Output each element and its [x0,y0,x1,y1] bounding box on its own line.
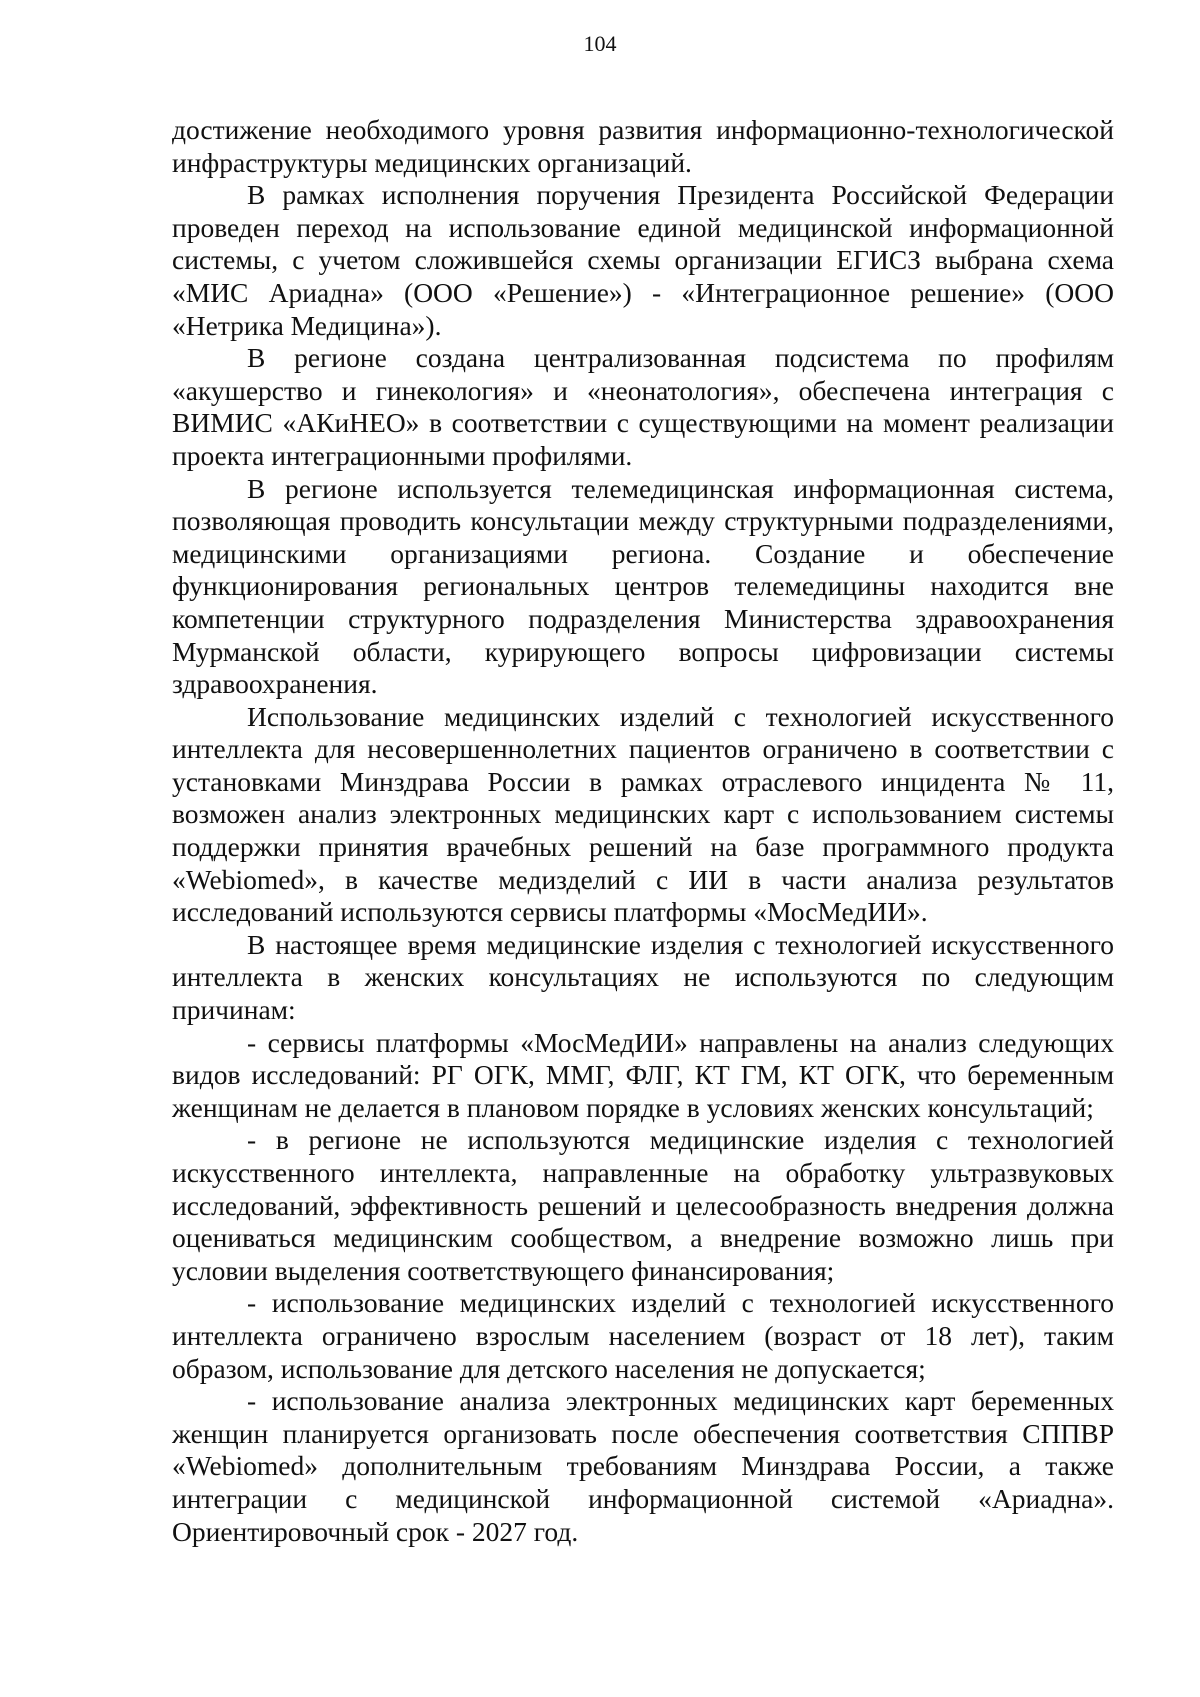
document-body [172,114,1114,1548]
paragraph-reasons-intro: В настоящее время медицинские изделия с технологией искусственного интеллекта в женских консультациях не используются по следующим причинам: [172,928,1114,1026]
list-item-ultrasound: - в регионе не используются медицинские изделия с технологией искусственного интеллекта, направленные на обработку ультразвуковых исследований, эффективность решений и целесообразность внедрения должна оцениваться медицинским сообществом, а внедрение возможно лишь при условии выделения соответствующего финансирования; [172,1124,1114,1286]
paragraph-centralized-subsystem: В регионе создана централизованная подсистема по профилям «акушерство и гинекология» и «неонатология», обеспечена интеграция с ВИМИС «АКиНЕО» в соответствии с существующими на момент реализации проекта интеграционными профилями. [172,342,1114,471]
page-number: 104 [583,31,617,56]
paragraph-egisz-transition: В рамках исполнения поручения Президента Российской Федерации проведен переход на использование единой медицинской информационной системы, с учетом сложившейся схемы организации ЕГИСЗ выбрана схема «МИС Ариадна» (ООО «Решение») - «Интеграционное решение» (ООО «Нетрика Медицина»). [172,179,1114,341]
list-item-webiomed-plan: - использование анализа электронных медицинских карт беременных женщин планируется организовать после обеспечения соответствия СППВР «Webiomed» дополнительным требованиям Минздрава России, а также интеграции с медицинской информационной системой «Ариадна». Ориентировочный срок - 2027 год. [172,1385,1114,1547]
paragraph-ai-medical-devices: Использование медицинских изделий с технологией искусственного интеллекта для несовершеннолетних пациентов ограничено в соответствии с установками Минздрава России в рамках отраслевого инцидента № 11, возможен анализ электронных медицинских карт с использованием системы поддержки принятия врачебных решений на базе программного продукта «Webiomed», в качестве медизделий с ИИ в части анализа результатов исследований используются сервисы платформы «МосМедИИ». [172,700,1114,928]
paragraph-continuation: достижение необходимого уровня развития информационно-технологической инфраструктуры медицинских организаций. [172,114,1114,178]
list-item-mosmedii: - сервисы платформы «МосМедИИ» направлены на анализ следующих видов исследований: РГ ОГК, ММГ, ФЛГ, КТ ГМ, КТ ОГК, что беременным женщинам не делается в плановом порядке в условиях женских консультаций; [172,1026,1114,1123]
list-item-adult-only: - использование медицинских изделий с технологией искусственного интеллекта ограничено взрослым населением (возраст от 18 лет), таким образом, использование для детского населения не допускается; [172,1287,1114,1384]
paragraph-telemedicine: В регионе используется телемедицинская информационная система, позволяющая проводить консультации между структурными подразделениями, медицинскими организациями региона. Создание и обеспечение функционирования региональных центров телемедицины находится вне компетенции структурного подразделения Министерства здравоохранения Мурманской области, курирующего вопросы цифровизации системы здравоохранения. [172,472,1114,700]
